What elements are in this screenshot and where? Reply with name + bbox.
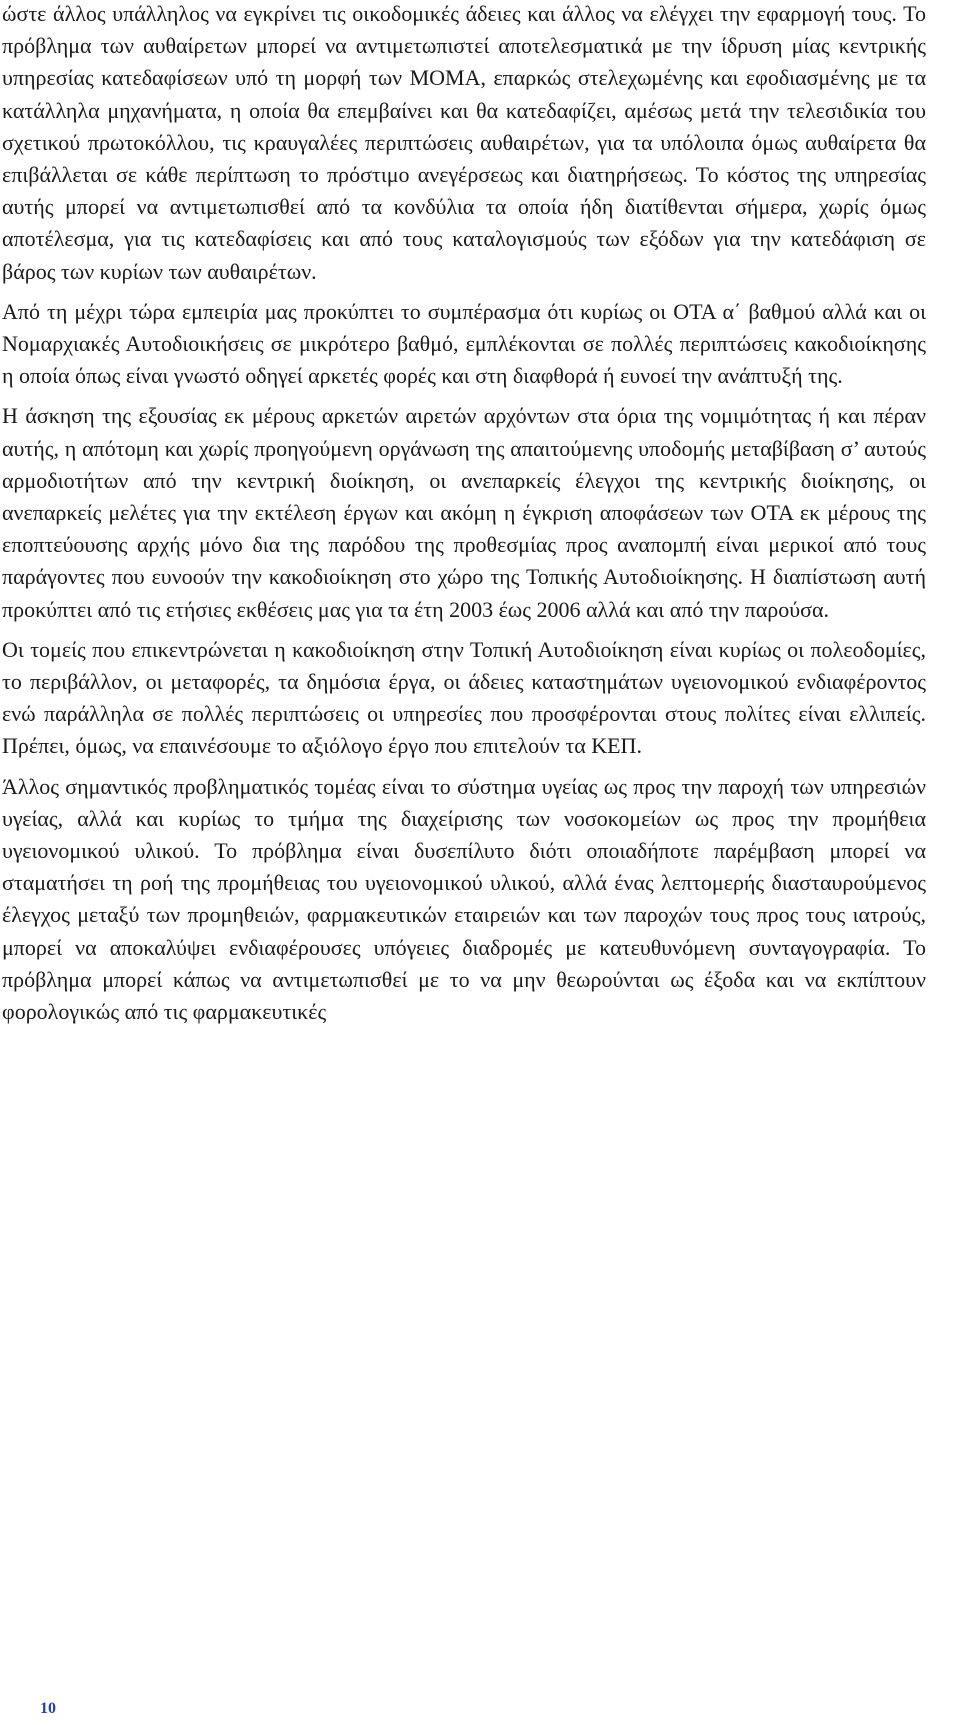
paragraph-1: ώστε άλλος υπάλληλος να εγκρίνει τις οικοδομικές άδειες και άλλος να ελέγχει την εφαρμογή τους. Το πρόβλημα των αυθαίρετων μπορεί να αντιμετωπιστεί αποτελεσματικά με την ίδρυση μίας κεντρικής υπηρεσίας κατεδαφίσεων υπό τη μορφή των ΜΟΜΑ, επαρκώς στελεχωμένης και εφοδιασμένης με τα κατάλληλα μηχανήματα, η οποία θα επεμβαίνει και θα κατεδαφίζει, αμέσως μετά την τελεσιδικία του σχετικού πρωτοκόλλου, τις κραυγαλέες περιπτώσεις αυθαιρέτων, για τα υπόλοιπα όμως αυθαίρετα θα επιβάλλεται σε κάθε περίπτωση το πρόστιμο ανεγέρσεως και διατηρήσεως. Το κόστος της υπηρεσίας αυτής μπορεί να αντιμετωπισθεί από τα κονδύλια τα οποία ήδη διατίθενται σήμερα, χωρίς όμως αποτέλεσμα, για τις κατεδαφίσεις και από τους καταλογισμούς των εξόδων για την κατεδάφιση σε βάρος των κυρίων των αυθαιρέτων. <box>2 1 926 284</box>
paragraph-4: Οι τομείς που επικεντρώνεται η κακοδιοίκηση στην Τοπική Αυτοδιοίκηση είναι κυρίως οι πολεοδομίες, το περιβάλλον, οι μεταφορές, τα δημόσια έργα, οι άδειες καταστημάτων υγειονομικού ενδιαφέροντος ενώ παράλληλα σε πολλές περιπτώσεις οι υπηρεσίες που προσφέρονται στους πολίτες είναι ελλιπείς. Πρέπει, όμως, να επαινέσουμε το αξιόλογο έργο που επιτελούν τα ΚΕΠ. <box>2 636 926 759</box>
paragraph-2: Από τη μέχρι τώρα εμπειρία μας προκύπτει το συμπέρασμα ότι κυρίως οι ΟΤΑ α΄ βαθμού αλλά και οι Νομαρχιακές Αυτοδιοικήσεις σε μικρότερο βαθμό, εμπλέκονται σε πολλές περιπτώσεις κακοδιοίκησης η οποία όπως είναι γνωστό οδηγεί αρκετές φορές και στη διαφθορά ή ευνοεί την ανάπτυξή της. <box>2 298 926 389</box>
paragraph-3: Η άσκηση της εξουσίας εκ μέρους αρκετών αιρετών αρχόντων στα όρια της νομιμότητας ή και πέραν αυτής, η απότομη και χωρίς προηγούμενη οργάνωση της απαιτούμενης υποδομής μεταβίβαση σ’ αυτούς αρμοδιοτήτων από την κεντρική διοίκηση, οι ανεπαρκείς έλεγχοι της κεντρικής διοίκησης, οι ανεπαρκείς μελέτες για την εκτέλεση έργων και ακόμη η έγκριση αποφάσεων των ΟΤΑ εκ μέρους της εποπτεύουσης αρχής μόνο δια της παρόδου της προθεσμίας προς αναπομπή είναι μερικοί από τους παράγοντες που ευνοούν την κακοδιοίκηση στο χώρο της Τοπικής Αυτοδιοίκησης. Η διαπίστωση αυτή προκύπτει από τις ετήσιες εκθέσεις μας για τα έτη 2003 έως 2006 αλλά και από την παρούσα. <box>2 403 926 622</box>
page-number: 10 <box>40 1700 56 1717</box>
paragraph-5: Άλλος σημαντικός προβληματικός τομέας είναι το σύστημα υγείας ως προς την παροχή των υπηρεσιών υγείας, αλλά και κυρίως το τμήμα της διαχείρισης των νοσοκομείων ως προς την προμήθεια υγειονομικού υλικού. Το πρόβλημα είναι δυσεπίλυτο διότι οποιαδήποτε παρέμβαση μπορεί να σταματήσει τη ροή της προμήθειας του υγειονομικού υλικού, αλλά ένας λεπτομερής διασταυρούμενος έλεγχος μεταξύ των προμηθειών, φαρμακευτικών εταιρειών και των παροχών τους προς τους ιατρούς, μπορεί να αποκαλύψει ενδιαφέρουσες υπόγειες διαδρομές με κατευθυνόμενη συνταγογραφία. Το πρόβλημα μπορεί κάπως να αντιμετωπισθεί με το να μην θεωρούνται ως έξοδα και να εκπίπτουν φορολογικώς από τις φαρμακευτικές <box>2 773 926 1025</box>
body-text <box>2 0 926 1028</box>
